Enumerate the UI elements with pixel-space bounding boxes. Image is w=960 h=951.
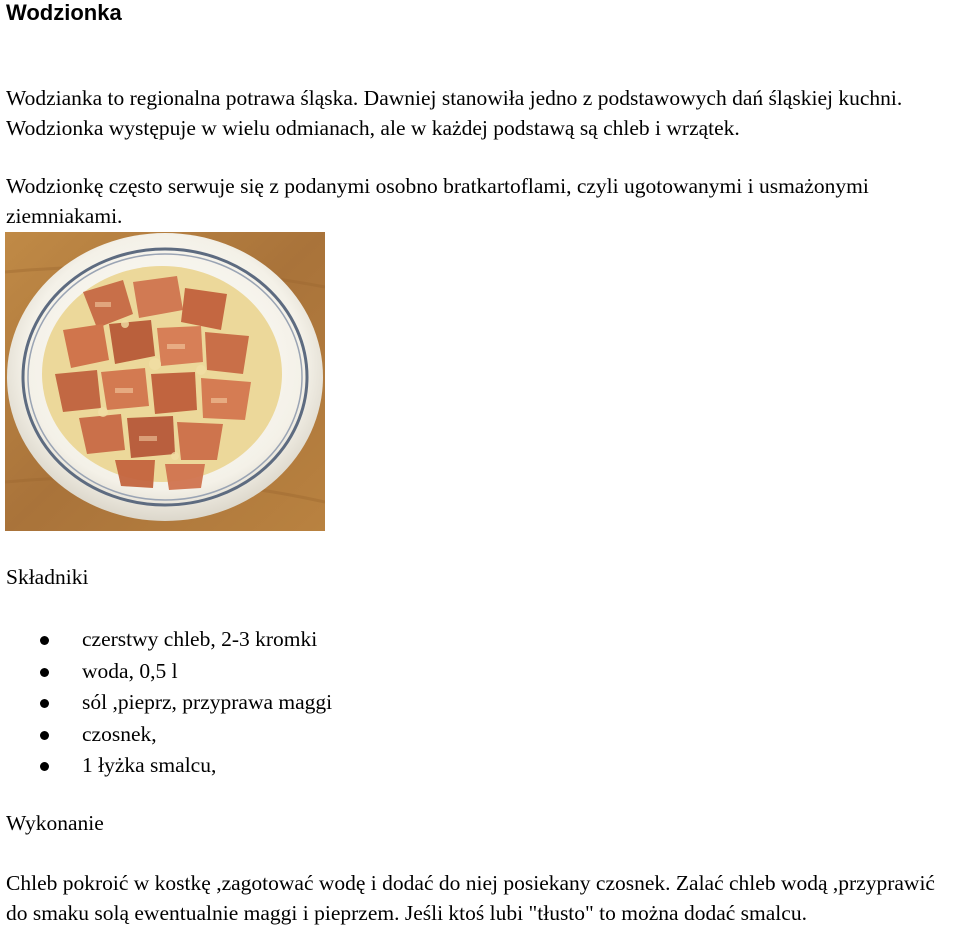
intro-paragraph: Wodzianka to regionalna potrawa śląska. Dawniej stanowiła jedno z podstawowych dań śląskiej kuchni. Wodzionka występuje w wielu odmianach, ale w każdej podstawą są chleb i wrzątek.: [6, 86, 903, 140]
ingredients-list: [0, 624, 332, 782]
preparation-paragraph: Chleb pokroić w kostkę ,zagotować wodę i dodać do niej posiekany czosnek. Zalać chleb wodą ,przyprawić do smaku solą ewentualnie maggi i pieprzem. Jeśli ktoś lubi "tłusto" to można dodać smalcu.: [6, 871, 935, 925]
bullet-icon: [40, 731, 49, 740]
bullet-icon: [40, 762, 49, 771]
dish-photo: [5, 232, 325, 531]
ingredient-text: czosnek,: [82, 721, 157, 746]
ingredient-text: sól ,pieprz, przyprawa maggi: [82, 690, 333, 714]
bullet-icon: [40, 699, 49, 708]
list-item: [0, 719, 332, 751]
serving-paragraph: Wodzionkę często serwuje się z podanymi osobno bratkartoflami, czyli ugotowanymi i usmażonymi ziemniakami.: [6, 174, 869, 228]
page-title: Wodzionka: [6, 0, 122, 25]
list-item: [0, 656, 332, 688]
list-item: [0, 750, 332, 782]
ingredient-text: woda, 0,5 l: [82, 658, 178, 683]
preparation-heading: Wykonanie: [6, 811, 104, 835]
ingredient-text: czerstwy chleb, 2-3 kromki: [82, 627, 318, 651]
bullet-icon: [40, 668, 49, 677]
list-item: [0, 687, 332, 719]
ingredient-text: 1 łyżka smalcu,: [82, 753, 217, 777]
wodzionka-plate-image: [5, 232, 325, 531]
ingredients-heading: Składniki: [6, 565, 89, 589]
list-item: [0, 624, 332, 656]
bullet-icon: [40, 636, 49, 645]
